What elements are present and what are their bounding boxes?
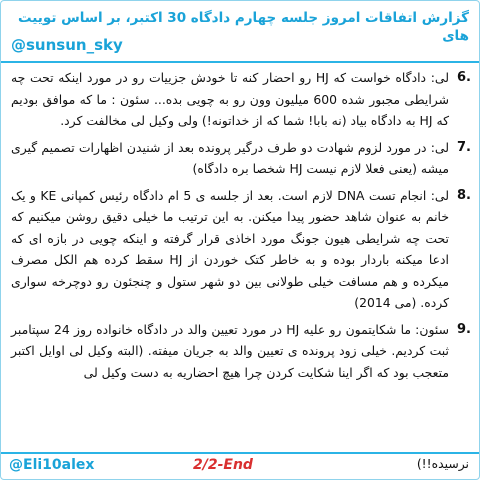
item-text: لی: انجام تست DNA لازم است. بعد از جلسه ی 5 ام دادگاه رئیس کمپانی KE و یک خانم به عنوان شاهد حضور پیدا میکنن. به این ترتیب ما خیلی دقیق روشن میکنیم که تحت چه شرایطی هیون جونگ مورد اخاذی قرار گرفته و اینکه چویی در بازه ای که ادعا میکنه باردار بوده و به خاطر کتک خوردن از HJ سقط کرده هم الکل مصرف میکرده و هم مسافت خیلی طولانی بین دو شهر ستول و چنجئون رو دوچرخه سواری کرده. (می 2014) [11, 187, 450, 310]
item-number: 9. [457, 321, 471, 337]
list-item [11, 67, 471, 132]
item-number: 7. [457, 139, 471, 155]
list-item [11, 319, 471, 384]
list-item [11, 137, 471, 180]
bottom-divider [1, 452, 479, 454]
item-number: 6. [457, 70, 471, 85]
item-number: 8. [457, 187, 471, 203]
footer-handle[interactable]: @Eli10alex [9, 457, 95, 473]
header-title: گزارش اتفاقات امروز جلسه چهارم دادگاه 30 اکتبر، بر اساس توییت های [17, 10, 469, 44]
continuation-text: نرسیده!!) [416, 456, 469, 471]
page-marker: 2/2-End [193, 457, 253, 473]
report-body [11, 67, 471, 388]
item-text: لی: در مورد لزوم شهادت دو طرف درگیر پرونده بعد از شنیدن اظهارات تصمیم گیری میشه (یعنی فعلا لازم نیست HJ شخصا بره دادگاه) [11, 139, 449, 176]
item-text: لی: دادگاه خواست که HJ رو احضار کنه تا خودش جزییات رو در مورد اینکه تحت چه شرایطی مجبور شده 600 میلیون وون رو به چویی بده... سئون : ما که موافق بودیم که HJ به دادگاه بیاد (نه بابا! شما که از خداتونه!) ولی وکیل لی مخالفت کرد. [11, 70, 449, 128]
list-item [11, 185, 471, 314]
top-divider [1, 61, 479, 63]
item-text: سئون: ما شکایتمون رو علیه HJ در مورد تعیین والد در دادگاه خانواده روز 24 سپتامبر ثبت کردیم. خیلی زود پرونده ی تعیین والد به جریان میفته. (البته وکیل لی اوایل اکتبر متعجب بود که اگر اینا شکایت کردن چرا هیچ احضاریه به دست وکیل لی [11, 321, 449, 380]
author-handle[interactable]: @sunsun_sky [11, 36, 123, 54]
